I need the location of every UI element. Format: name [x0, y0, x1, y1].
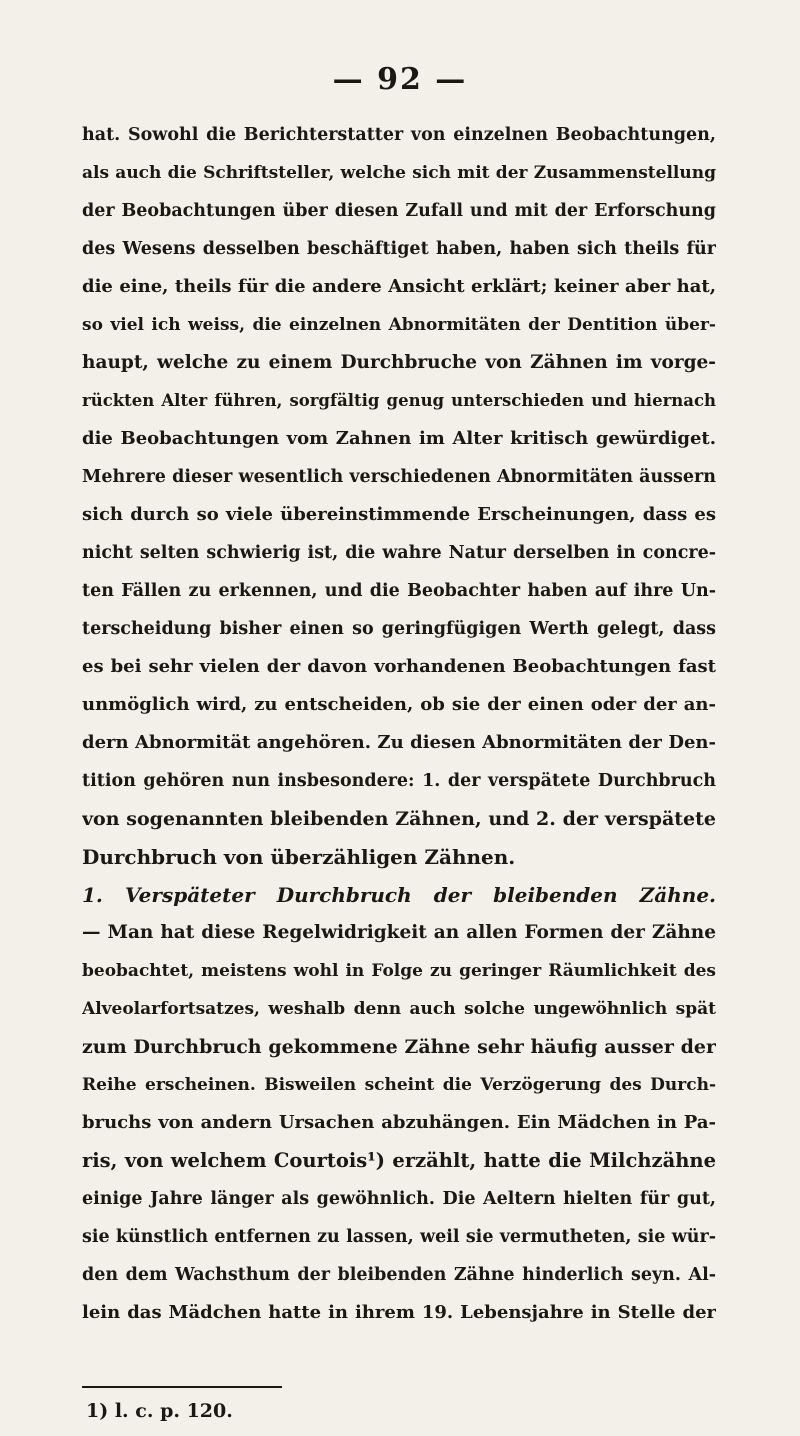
text-line: Mehrere dieser wesentlich verschiedenen Abnormitäten äussern	[82, 467, 716, 487]
text-line: tition gehören nun insbesondere: 1. der verspätete Durchbruch	[82, 771, 716, 791]
text-line: den dem Wachsthum der bleibenden Zähne hinderlich seyn. Al-	[82, 1265, 716, 1285]
text-line: einige Jahre länger als gewöhnlich. Die Aeltern hielten für gut,	[82, 1189, 716, 1209]
text-line: des Wesens desselben beschäftiget haben, haben sich theils für	[82, 239, 716, 259]
footnote-divider	[82, 1386, 282, 1388]
text-line: so viel ich weiss, die einzelnen Abnormitäten der Dentition über-	[82, 315, 716, 335]
text-line: der Beobachtungen über diesen Zufall und mit der Erforschung	[82, 201, 716, 221]
text-line: Alveolarfortsatzes, weshalb denn auch solche ungewöhnlich spät	[82, 999, 716, 1019]
section-heading: 1. Verspäteter Durchbruch der bleibenden Zähne.	[82, 883, 716, 907]
text-line: zum Durchbruch gekommene Zähne sehr häufig ausser der	[82, 1036, 716, 1058]
text-line: hat. Sowohl die Berichterstatter von einzelnen Beobachtungen,	[82, 125, 716, 145]
page-number: — 92 —	[332, 62, 468, 97]
text-line: unmöglich wird, zu entscheiden, ob sie der einen oder der an-	[82, 694, 716, 715]
text-line: bruchs von andern Ursachen abzuhängen. Ein Mädchen in Pa-	[82, 1112, 716, 1133]
text-line: sie künstlich entfernen zu lassen, weil sie vermutheten, sie wür-	[82, 1227, 716, 1247]
text-line: Durchbruch von überzähligen Zähnen.	[82, 845, 516, 869]
text-line: sich durch so viele übereinstimmende Erscheinungen, dass es	[82, 504, 716, 525]
body-text	[82, 116, 716, 1332]
text-line: die eine, theils für die andere Ansicht erklärt; keiner aber hat,	[82, 276, 716, 297]
text-line: beobachtet, meistens wohl in Folge zu geringer Räumlichkeit des	[82, 961, 716, 981]
text-line: terscheidung bisher einen so geringfügigen Werth gelegt, dass	[82, 619, 716, 639]
text-line: dern Abnormität angehören. Zu diesen Abnormitäten der Den-	[82, 732, 716, 753]
text-line: rückten Alter führen, sorgfältig genug unterschieden und hiernach	[82, 391, 716, 410]
text-line: — Man hat diese Regelwidrigkeit an allen Formen der Zähne	[82, 922, 716, 943]
text-line: lein das Mädchen hatte in ihrem 19. Lebensjahre in Stelle der	[82, 1302, 716, 1323]
text-line: Reihe erscheinen. Bisweilen scheint die Verzögerung des Durch-	[82, 1075, 716, 1095]
footnote: 1) l. c. p. 120.	[86, 1400, 233, 1422]
text-line: haupt, welche zu einem Durchbruche von Zähnen im vorge-	[82, 352, 716, 373]
text-line: es bei sehr vielen der davon vorhandenen Beobachtungen fast	[82, 656, 716, 677]
text-line: nicht selten schwierig ist, die wahre Natur derselben in concre-	[82, 543, 716, 563]
text-line: von sogenannten bleibenden Zähnen, und 2. der verspätete	[82, 808, 716, 830]
text-line: die Beobachtungen vom Zahnen im Alter kritisch gewürdiget.	[82, 428, 716, 449]
text-line: ten Fällen zu erkennen, und die Beobachter haben auf ihre Un-	[82, 581, 716, 601]
text-line: ris, von welchem Courtois¹) erzählt, hatte die Milchzähne	[82, 1149, 716, 1172]
text-line: als auch die Schriftsteller, welche sich mit der Zusammenstellung	[82, 163, 716, 183]
